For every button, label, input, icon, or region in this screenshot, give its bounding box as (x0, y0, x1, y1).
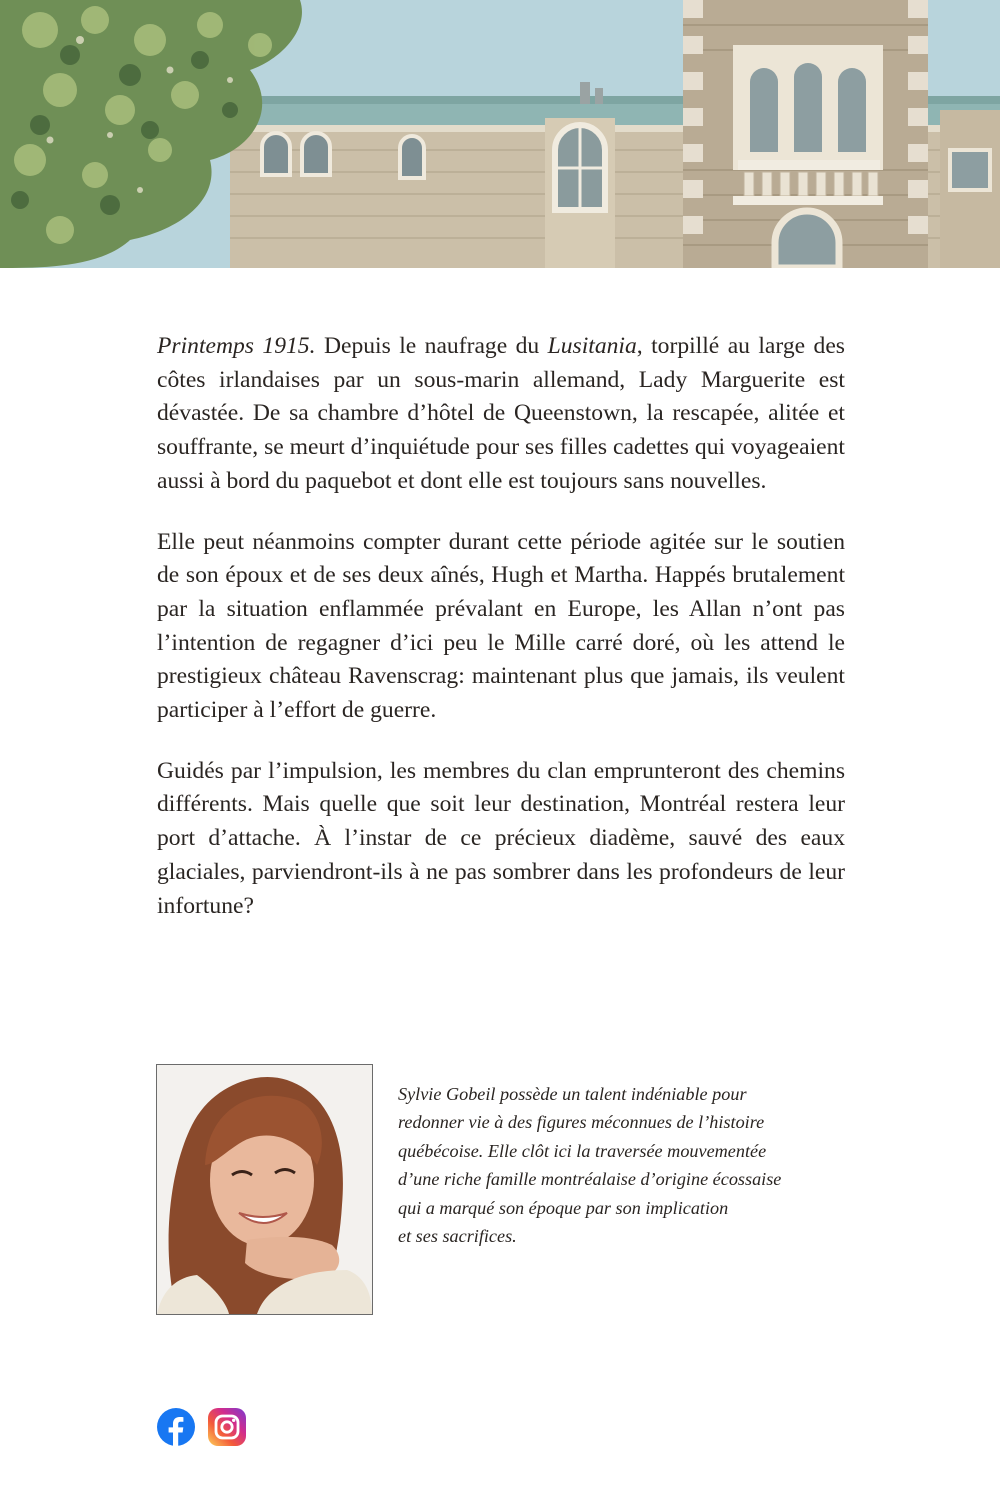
blurb-paragraph-2: Elle peut néanmoins compter durant cette période agitée sur le soutien de son époux et de ses deux aînés, Hugh et Martha. Happés brutalement par la situation enflammée prévalant en Europe, les Allan n’ont pas l’intention de regagner d’ici peu le Mille carré doré, où les attend le prestigieux château Ravenscrag: maintenant plus que jamais, ils veulent participer à l’effort de guerre. (157, 528, 845, 724)
blurb-paragraph-1 (157, 330, 845, 499)
author-photo (156, 1064, 373, 1315)
instagram-icon[interactable] (208, 1408, 246, 1446)
building-painting (0, 0, 1000, 268)
ship-name: Lusitania (547, 333, 637, 359)
back-cover-blurb (157, 330, 845, 950)
author-bio (398, 1080, 838, 1250)
blurb-text: Depuis le naufrage du (315, 333, 548, 359)
blurb-paragraph-3: Guidés par l’impulsion, les membres du clan emprunteront des chemins différents. Mais quelle que soit leur destination, Montréal restera leur port d’attache. À l’instar de ce précieux diadème, sauvé des eaux glaciales, parviendront-ils à ne pas sombrer dans les profondeurs de leur infortune? (157, 757, 845, 919)
author-bio-line: Sylvie Gobeil possède un talent indéniable pour (398, 1084, 747, 1104)
author-bio-line: qui a marqué son époque par son implication (398, 1197, 729, 1218)
author-bio-line: et ses sacrifices. (398, 1226, 517, 1247)
author-portrait (157, 1065, 372, 1314)
author-bio-line: québécoise. Elle clôt ici la traversée mouvementée (398, 1140, 767, 1161)
facebook-icon[interactable] (157, 1408, 195, 1446)
blurb-text: , torpillé au large des côtes irlandaises par un sous-marin allemand, Lady Marguerite est dévastée. De sa chambre d’hôtel de Queenstown, la rescapée, alitée et souffrante, se meurt d’inquiétude pour ses filles cadettes qui voyageaient aussi à bord du paquebot et dont elle est toujours sans nouvelles. (157, 333, 845, 494)
social-icons (157, 1408, 246, 1446)
author-bio-line: d’une riche famille montréalaise d’origine écossaise (398, 1169, 782, 1190)
blurb-intro-date: Printemps 1915. (157, 333, 316, 359)
author-bio-line: redonner vie à des figures méconnues de l’histoire (398, 1112, 765, 1133)
cover-art-banner (0, 0, 1000, 268)
